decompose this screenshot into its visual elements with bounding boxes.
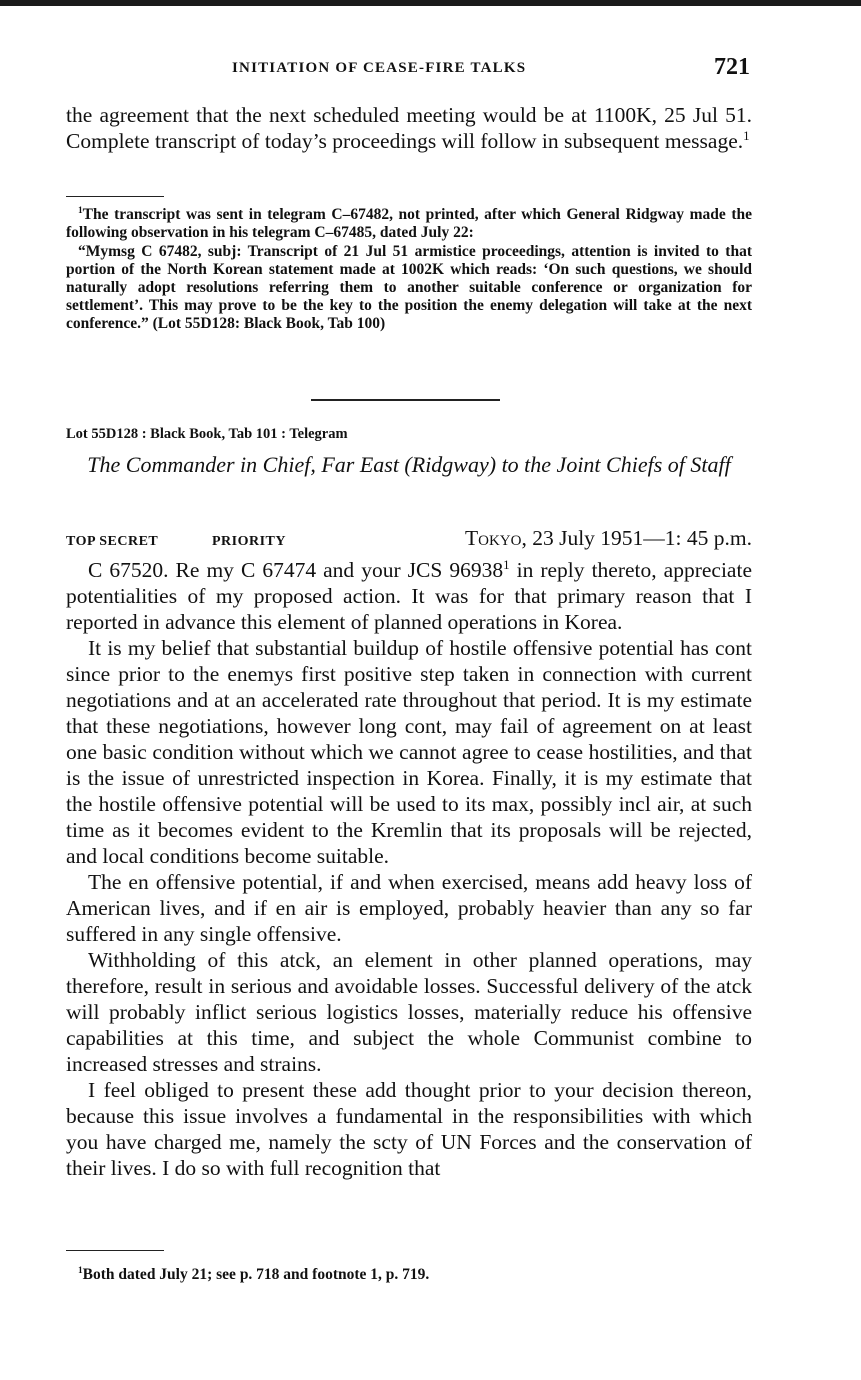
footnote-top-text: The transcript was sent in telegram C–67482, not printed, after which General Ridgway made the following observation in his telegram C–67485, dated July 22: xyxy=(66,206,752,241)
classification-line xyxy=(66,526,752,554)
paragraph-1-b: in reply thereto, appreciate potentialities of my proposed action. It was for that primary reason that I reported in advance this element of planned operations in Korea. xyxy=(66,558,752,634)
footnote-top xyxy=(66,206,752,334)
page-number: 721 xyxy=(714,54,750,80)
section-divider xyxy=(311,399,500,401)
paragraph-5: I feel obliged to present these add thought prior to your decision thereon, because this issue involves a fundamental in the responsibilities with which you have charged me, namely the scty of UN Forces and the conservation of their lives. I do so with full recognition that xyxy=(66,1078,752,1180)
running-head: INITIATION OF CEASE-FIRE TALKS xyxy=(232,60,527,76)
classification: TOP SECRET xyxy=(66,534,159,549)
dateline-date: , 23 July 1951—1: 45 p.m. xyxy=(521,526,752,550)
footnote-top-mark: 1 xyxy=(78,205,83,216)
footnote-rule-bottom xyxy=(66,1250,164,1251)
telegram-body xyxy=(66,557,752,1181)
paragraph-4: Withholding of this atck, an element in other planned operations, may therefore, result in serious and avoidable losses. Successful delivery of the atck will probably inflict serious logistics losses, materially reduce his offensive capabilities at this time, and subject the whole Communist combine to increased stresses and strains. xyxy=(66,948,752,1076)
top-edge-rule xyxy=(0,0,861,6)
paragraph-2: It is my belief that substantial buildup of hostile offensive potential has cont since prior to the enemys first positive step taken in connection with current negotiations and at an accelerated rate throughout that period. It is my estimate that these negotiations, however long cont, may fail of agreement on at least one basic condition without which we cannot agree to cease hostilities, and that is the issue of unrestricted inspection in Korea. Finally, it is my estimate that the hostile offensive potential will be used to its max, possibly incl air, at such time as it becomes evident to the Kremlin that its proposals will be rejected, and local conditions become suitable. xyxy=(66,636,752,868)
dateline xyxy=(465,526,752,551)
dateline-place: Tokyo xyxy=(464,526,522,550)
paragraph-3: The en offensive potential, if and when exercised, means add heavy loss of American lives, and if en air is employed, probably heavier than any so far suffered in any single offensive. xyxy=(66,870,752,946)
paragraph-1-a: C 67520. Re my C 67474 and your JCS 96938 xyxy=(88,558,504,582)
paragraph-1-footnote-mark: 1 xyxy=(503,557,510,572)
footnote-rule xyxy=(66,196,164,197)
footnote-mark: 1 xyxy=(743,128,750,143)
document-title: The Commander in Chief, Far East (Ridgway) to the Joint Chiefs of Staff xyxy=(87,452,731,477)
footnote-bottom-text: Both dated July 21; see p. 718 and footnote 1, p. 719. xyxy=(82,1266,430,1283)
page-header xyxy=(66,54,752,86)
precedence: PRIORITY xyxy=(212,534,287,549)
paragraph-1 xyxy=(66,557,752,635)
footnote-top-quote: “Mymsg C 67482, subj: Transcript of 21 Jul 51 armistice proceedings, attention is invited to that portion of the North Korean statement made at 1002K which reads: ‘On such questions, we should naturally adopt resolutions referring them to another suitable conference or organization for settlement’. This may prove to be the key to the position the enemy delegation will take at the next conference.” (Lot 55D128: Black Book, Tab 100) xyxy=(66,243,752,332)
document-source: Lot 55D128 : Black Book, Tab 101 : Telegram xyxy=(66,426,348,442)
continuation-text: the agreement that the next scheduled meeting would be at 1100K, 25 Jul 51. Complete transcript of today’s proceedings will follow in subsequent message. xyxy=(66,103,752,153)
footnote-bottom xyxy=(66,1266,752,1285)
continuation-paragraph xyxy=(66,102,752,154)
footnote-bottom-mark: 1 xyxy=(78,1265,83,1276)
